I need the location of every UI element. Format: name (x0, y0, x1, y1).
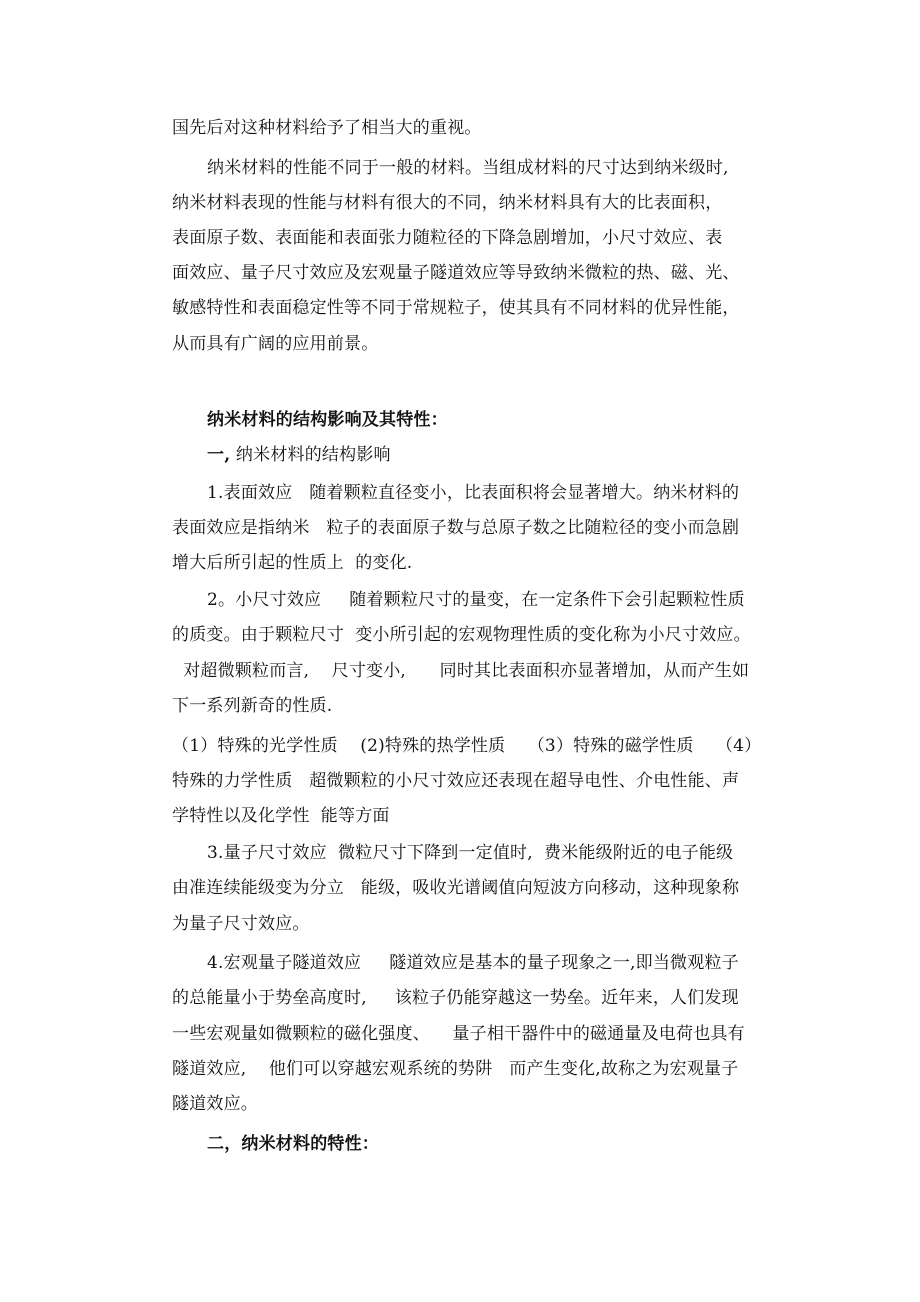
item-4-line: 一些宏观量如微颗粒的磁化强度、 量子相干器件中的磁通量及电荷也具有 (172, 1024, 745, 1044)
paragraph-line: 从而具有广阔的应用前景。 (172, 334, 379, 354)
section-title: 纳米材料的结构影响及其特性： (207, 410, 448, 430)
item-1-line: 增大后所引起的性质上 的变化. (172, 553, 413, 573)
item-4-line: 隧道效应, 他们可以穿越宏观系统的势阱 而产生变化,故称之为宏观量子 (172, 1059, 739, 1079)
intro-line: 国先后对这种材料给予了相当大的重视。 (172, 118, 482, 138)
item-2-line: 下一系列新奇的性质. (172, 696, 333, 716)
item-2-line: 对超微颗粒而言, 尺寸变小, 同时其比表面积亦显著增加，从而产生如 (172, 661, 750, 681)
item-3-line: 3.量子尺寸效应 微粒尺寸下降到一定值时, 费米能级附近的电子能级 (207, 843, 734, 863)
paragraph-line: 面效应、量子尺寸效应及宏观量子隧道效应等导致纳米微粒的热、磁、光、 (172, 263, 740, 283)
item-2-list-line: （1）特殊的光学性质 (2)特殊的热学性质 （3）特殊的磁学性质 （4） (172, 736, 762, 756)
item-2-line: 2。小尺寸效应 随着颗粒尺寸的量变，在一定条件下会引起颗粒性质 (207, 590, 745, 610)
part-1-prefix: 一, (207, 445, 231, 465)
paragraph-line: 纳米材料表现的性能与材料有很大的不同，纳米材料具有大的比表面积， (172, 193, 723, 213)
item-3-line: 为量子尺寸效应。 (172, 914, 310, 934)
paragraph-line: 敏感特性和表面稳定性等不同于常规粒子，使其具有不同材料的优异性能， (172, 298, 740, 318)
paragraph-line: 表面原子数、表面能和表面张力随粒径的下降急剧增加，小尺寸效应、表 (172, 228, 723, 248)
item-2-line: 的质变。由于颗粒尺寸 变小所引起的宏观物理性质的变化称为小尺寸效应。 (172, 625, 751, 645)
paragraph-line: 纳米材料的性能不同于一般的材料。当组成材料的尺寸达到纳米级时, (207, 158, 729, 178)
item-4-line: 隧道效应。 (172, 1094, 258, 1114)
item-2-list-line: 学特性以及化学性 能等方面 (172, 806, 390, 826)
item-1-line: 1.表面效应 随着颗粒直径变小，比表面积将会显著增大。纳米材料的 (207, 483, 740, 503)
item-4-line: 的总能量小于势垒高度时, 该粒子仍能穿越这一势垒。近年来，人们发现 (172, 988, 739, 1008)
part-2-heading: 二，纳米材料的特性： (207, 1134, 379, 1154)
item-4-line: 4.宏观量子隧道效应 隧道效应是基本的量子现象之一,即当微观粒子 (207, 953, 739, 973)
item-1-line: 表面效应是指纳米 粒子的表面原子数与总原子数之比随粒径的变小而急剧 (172, 518, 740, 538)
item-3-line: 由准连续能级变为分立 能级，吸收光谱阈值向短波方向移动，这种现象称 (172, 878, 740, 898)
item-2-list-line: 特殊的力学性质 超微颗粒的小尺寸效应还表现在超导电性、介电性能、声 (172, 771, 740, 791)
part-1-heading (207, 441, 827, 469)
part-1-title: 纳米材料的结构影响 (230, 445, 391, 465)
